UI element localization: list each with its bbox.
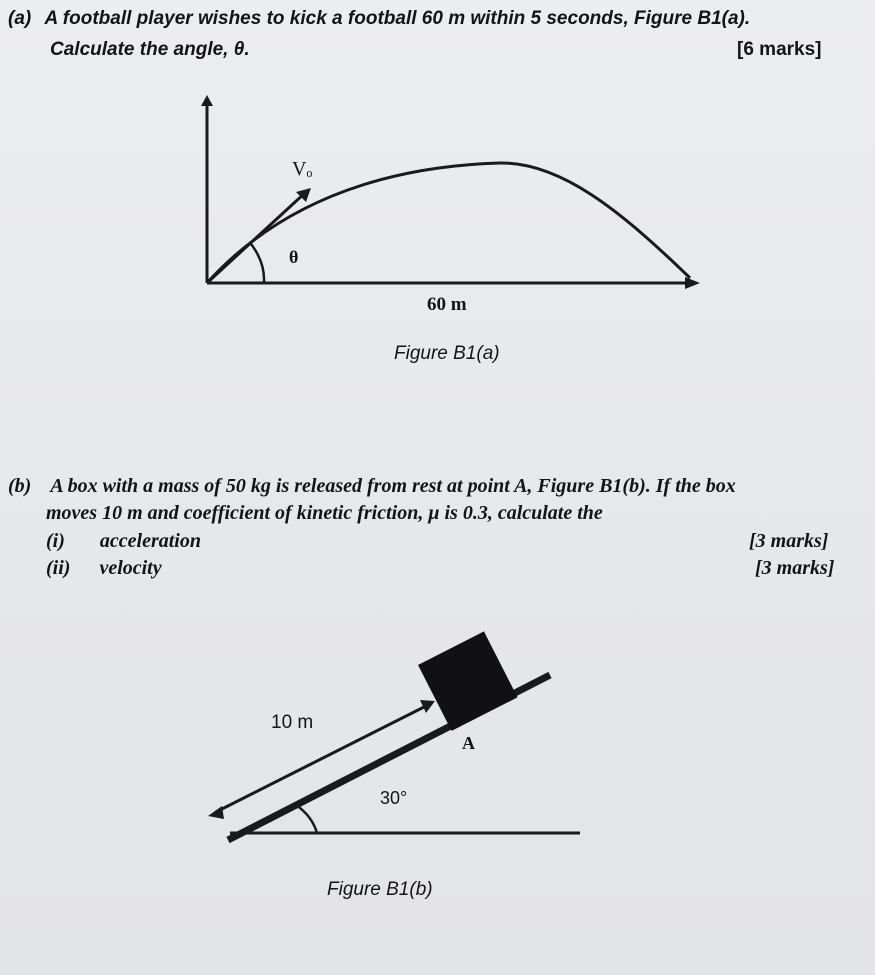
part-b-item-i [46, 530, 201, 553]
distance-arrowhead-bottom [208, 806, 224, 819]
v0-label: Vₒ [292, 158, 313, 180]
angle-arc [251, 244, 264, 283]
angle-30-label: 30° [380, 788, 408, 808]
box [418, 631, 518, 731]
incline-angle-arc [296, 805, 317, 833]
velocity-arrow [207, 192, 306, 283]
part-b-question-line1: A box with a mass of 50 kg is released from rest at point A, Figure B1(b). If the box [50, 475, 736, 497]
part-b-line1 [8, 475, 736, 498]
item-ii-number: (ii) [46, 557, 71, 579]
distance-10m-label: 10 m [271, 712, 314, 733]
distance-60m-label: 60 m [427, 294, 467, 315]
item-ii-marks: [3 marks] [755, 557, 835, 579]
theta-label: θ [289, 247, 299, 267]
trajectory-curve [207, 163, 690, 283]
item-i-marks: [3 marks] [749, 530, 829, 552]
y-axis-arrow [201, 95, 213, 106]
figure-b1a-caption: Figure B1(a) [394, 343, 500, 364]
item-i-number: (i) [46, 530, 65, 552]
part-a-marks: [6 marks] [737, 39, 822, 60]
part-b-question-line2: moves 10 m and coefficient of kinetic friction, μ is 0.3, calculate the [46, 502, 603, 524]
point-a-label: A [462, 733, 475, 753]
item-ii-text: velocity [99, 557, 162, 579]
part-a-question-line2: Calculate the angle, θ. [50, 39, 250, 60]
part-b-item-ii [46, 557, 162, 580]
item-i-text: acceleration [99, 530, 201, 552]
figure-b1b-caption: Figure B1(b) [327, 879, 433, 900]
x-axis-arrow [685, 277, 700, 289]
part-a-label: (a) [8, 8, 32, 29]
part-b-label: (b) [8, 475, 32, 497]
part-a-question-line1: A football player wishes to kick a football 60 m within 5 seconds, Figure B1(a). [44, 8, 751, 29]
